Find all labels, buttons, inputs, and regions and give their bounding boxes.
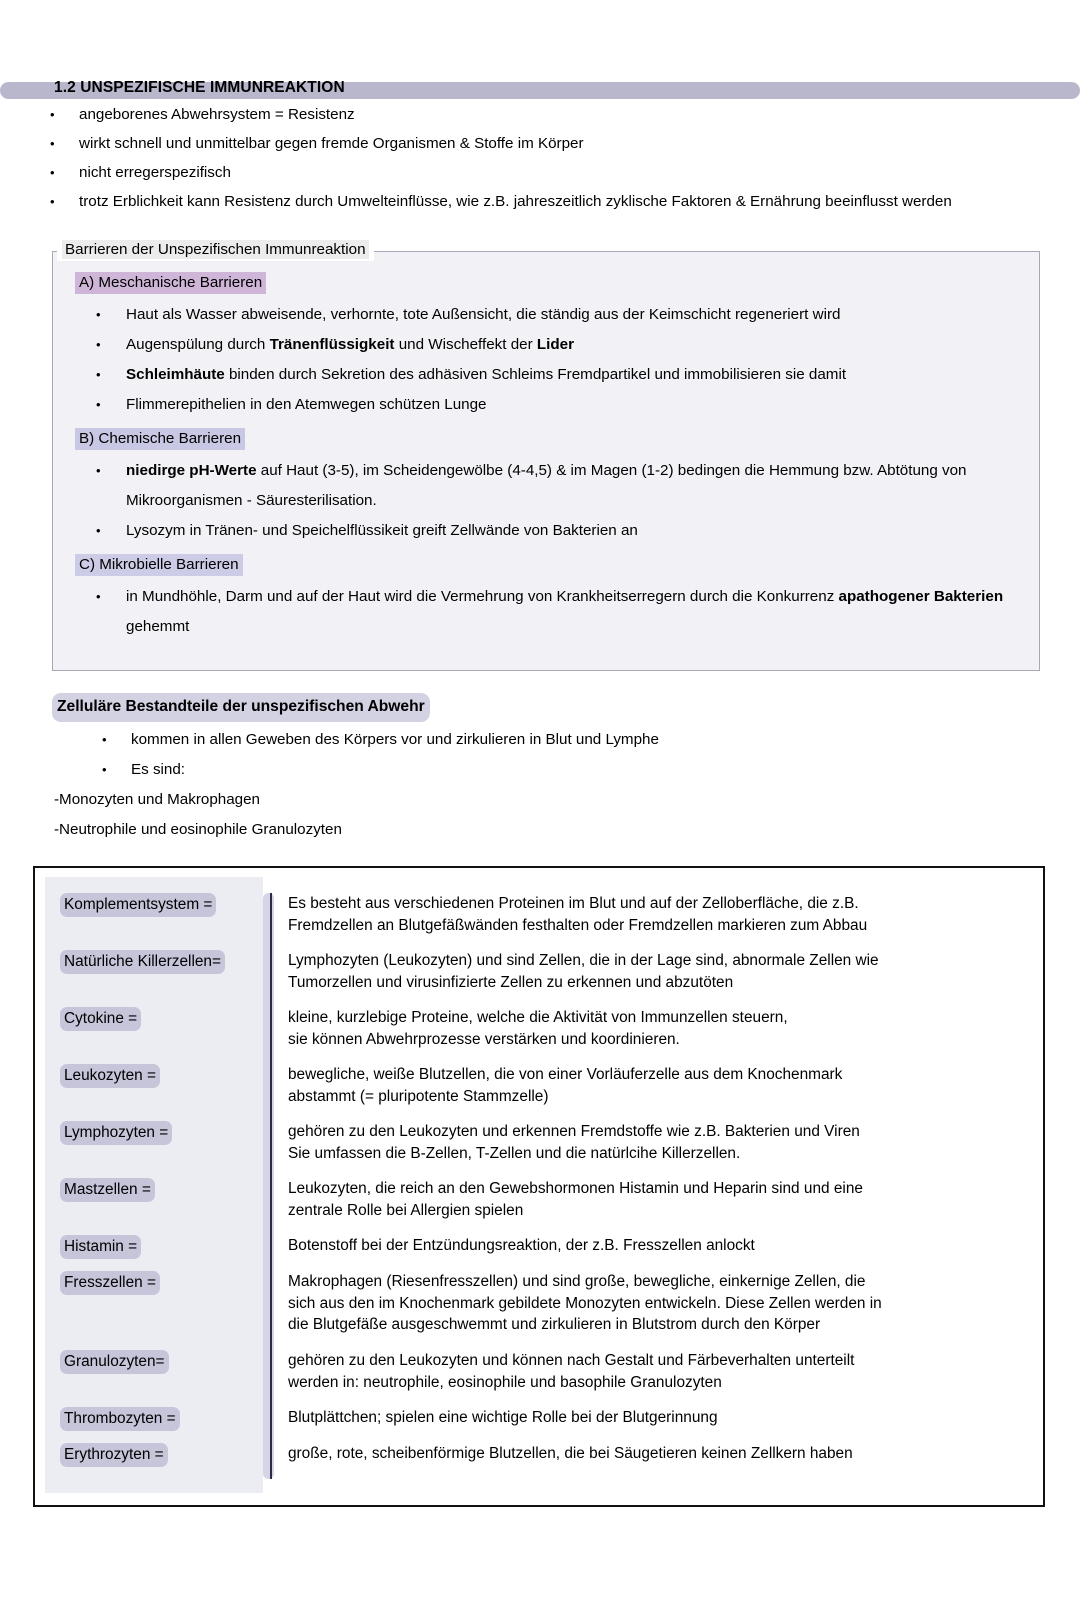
definition-description: Botenstoff bei der Entzündungsreaktion, der z.B. Fresszellen anlockt: [288, 1237, 755, 1254]
cellular-bullet-item: • Es sind:: [52, 755, 1080, 785]
section-header: [0, 78, 1080, 100]
definition-term: Fresszellen =: [60, 1271, 160, 1295]
table-row: [288, 1178, 1033, 1235]
definition-description: gehören zu den Leukozyten und können nach Gestalt und Färbeverhalten unterteilt werden in: neutrophile, eosinophile und basophile Granulozyten: [288, 1352, 855, 1391]
table-row: [45, 1407, 263, 1443]
barriers-group: [69, 270, 1023, 420]
table-row: [45, 893, 263, 950]
cellular-dash-list: [52, 785, 1080, 845]
definitions-term-column: [45, 877, 263, 1493]
table-row: [45, 1235, 263, 1271]
table-row: [288, 1443, 1033, 1479]
definition-term: Komplementsystem =: [60, 893, 216, 917]
barriers-legend: [57, 239, 374, 261]
cellular-heading: Zelluläre Bestandteile der unspezifischen Abwehr: [52, 693, 430, 722]
barriers-group-heading-label: A) Meschanische Barrieren: [75, 272, 266, 294]
table-row: [45, 1121, 263, 1178]
definition-description: Lymphozyten (Leukozyten) und sind Zellen, die in der Lage sind, abnormale Zellen wie Tumorzellen und virusinfizierte Zellen zu erkennen und abzutöten: [288, 952, 879, 991]
divider-line: [270, 893, 272, 1479]
definitions-column-divider: [263, 893, 277, 1479]
intro-bullet-item: • wirkt schnell und unmittelbar gegen fremde Organismen & Stoffe im Körper: [0, 129, 1080, 158]
barriers-bullet-list: [69, 300, 1023, 420]
definitions-description-column: [277, 877, 1033, 1493]
intro-bullet-item: • trotz Erblichkeit kann Resistenz durch Umwelteinflüsse, wie z.B. jahreszeitlich zyklische Faktoren & Ernährung beeinflusst werden: [0, 187, 1080, 216]
table-row: [45, 1350, 263, 1407]
definitions-table: [33, 866, 1045, 1507]
cellular-dash-item: -Monozyten und Makrophagen: [54, 791, 261, 808]
definition-description: Blutplättchen; spielen eine wichtige Rolle bei der Blutgerinnung: [288, 1409, 718, 1426]
table-row: [45, 1271, 263, 1350]
intro-bullet-item: • nicht erregerspezifisch: [0, 158, 1080, 187]
table-row: [288, 1271, 1033, 1350]
barriers-bullet-item: • niedirge pH-Werte auf Haut (3-5), im Scheidengewölbe (4-4,5) & im Magen (1-2) bedingen die Hemmung bzw. Abtötung von Mikroorganismen - Säuresterilisation.: [69, 456, 1023, 516]
divider-bar: [263, 893, 274, 1479]
definition-description: Makrophagen (Riesenfresszellen) und sind große, bewegliche, einkernige Zellen, die sich aus den im Knochenmark gebildete Monozyten entwickeln. Diese Zellen werden in die Blutgefäße ausgeschwemmt und zirkulieren in Blutstrom durch den Körper: [288, 1273, 882, 1333]
table-row: [45, 1007, 263, 1064]
definition-term: Natürliche Killerzellen=: [60, 950, 225, 974]
definition-term: Mastzellen =: [60, 1178, 155, 1202]
table-row: [288, 1407, 1033, 1443]
barriers-bullet-item: • Lysozym in Tränen- und Speichelflüssikeit greift Zellwände von Bakterien an: [69, 516, 1023, 546]
barriers-bullet-list: [69, 582, 1023, 642]
barriers-bullet-item: • Schleimhäute binden durch Sekretion des adhäsiven Schleims Fremdpartikel und immobilisieren sie damit: [69, 360, 1023, 390]
definition-description: Leukozyten, die reich an den Gewebshormonen Histamin und Heparin sind und eine zentrale Rolle bei Allergien spielen: [288, 1180, 863, 1219]
definition-term: Lymphozyten =: [60, 1121, 172, 1145]
definition-description: Es besteht aus verschiedenen Proteinen im Blut und auf der Zelloberfläche, die z.B. Fremdzellen an Blutgefäßwänden festhalten oder Fremdzellen markieren zum Abbau: [288, 895, 868, 934]
barriers-bullet-item: • Haut als Wasser abweisende, verhornte, tote Außensicht, die ständig aus der Keimschicht regeneriert wird: [69, 300, 1023, 330]
table-row: [288, 950, 1033, 1007]
barriers-group-heading: [75, 426, 1023, 452]
barriers-bullet-item: • Augenspülung durch Tränenflüssigkeit und Wischeffekt der Lider: [69, 330, 1023, 360]
table-row: [45, 1443, 263, 1479]
definition-description: große, rote, scheibenförmige Blutzellen, die bei Säugetieren keinen Zellkern haben: [288, 1445, 853, 1462]
intro-bullet-item: • angeborenes Abwehrsystem = Resistenz: [0, 100, 1080, 129]
definition-description: gehören zu den Leukozyten und erkennen Fremdstoffe wie z.B. Bakterien und Viren Sie umfassen die B-Zellen, T-Zellen und die natürlcihe Killerzellen.: [288, 1123, 860, 1162]
barriers-group-heading-label: B) Chemische Barrieren: [75, 428, 245, 450]
barriers-group-heading: [75, 552, 1023, 578]
definition-description: bewegliche, weiße Blutzellen, die von einer Vorläuferzelle aus dem Knochenmark abstammt (= pluripotente Stammzelle): [288, 1066, 843, 1105]
cellular-dash-item: -Neutrophile und eosinophile Granulozyten: [54, 821, 342, 838]
table-row: [288, 1007, 1033, 1064]
table-row: [288, 893, 1033, 950]
barriers-group-container: [69, 270, 1023, 642]
barriers-group-heading: [75, 270, 1023, 296]
barriers-legend-label: Barrieren der Unspezifischen Immunreaktion: [62, 240, 369, 259]
table-row: [288, 1235, 1033, 1271]
table-row: [288, 1121, 1033, 1178]
barriers-group: [69, 426, 1023, 546]
definition-term: Erythrozyten =: [60, 1443, 168, 1467]
definition-term: Cytokine =: [60, 1007, 141, 1031]
barriers-bullet-item: • in Mundhöhle, Darm und auf der Haut wird die Vermehrung von Krankheitserregern durch die Konkurrenz apathogener Bakterien gehemmt: [69, 582, 1023, 642]
barriers-bullet-list: [69, 456, 1023, 546]
cellular-bullet-list: [52, 725, 1080, 785]
definition-term: Leukozyten =: [60, 1064, 160, 1088]
table-row: [45, 950, 263, 1007]
cellular-section: [52, 693, 1080, 845]
barriers-group: [69, 552, 1023, 642]
page-title: 1.2 UNSPEZIFISCHE IMMUNREAKTION: [54, 79, 345, 96]
barriers-box: [52, 241, 1040, 671]
table-row: [45, 1064, 263, 1121]
definition-term: Histamin =: [60, 1235, 141, 1259]
definition-term: Granulozyten=: [60, 1350, 169, 1374]
cellular-bullet-item: • kommen in allen Geweben des Körpers vor und zirkulieren in Blut und Lymphe: [52, 725, 1080, 755]
table-row: [45, 1178, 263, 1235]
table-row: [288, 1350, 1033, 1407]
table-row: [288, 1064, 1033, 1121]
definition-description: kleine, kurzlebige Proteine, welche die Aktivität von Immunzellen steuern, sie können Abwehrprozesse verstärken und koordinieren.: [288, 1009, 788, 1048]
barriers-group-heading-label: C) Mikrobielle Barrieren: [75, 554, 243, 576]
definition-term: Thrombozyten =: [60, 1407, 180, 1431]
intro-bullet-list: [0, 100, 1080, 216]
barriers-section: [52, 241, 1040, 671]
barriers-bullet-item: • Flimmerepithelien in den Atemwegen schützen Lunge: [69, 390, 1023, 420]
